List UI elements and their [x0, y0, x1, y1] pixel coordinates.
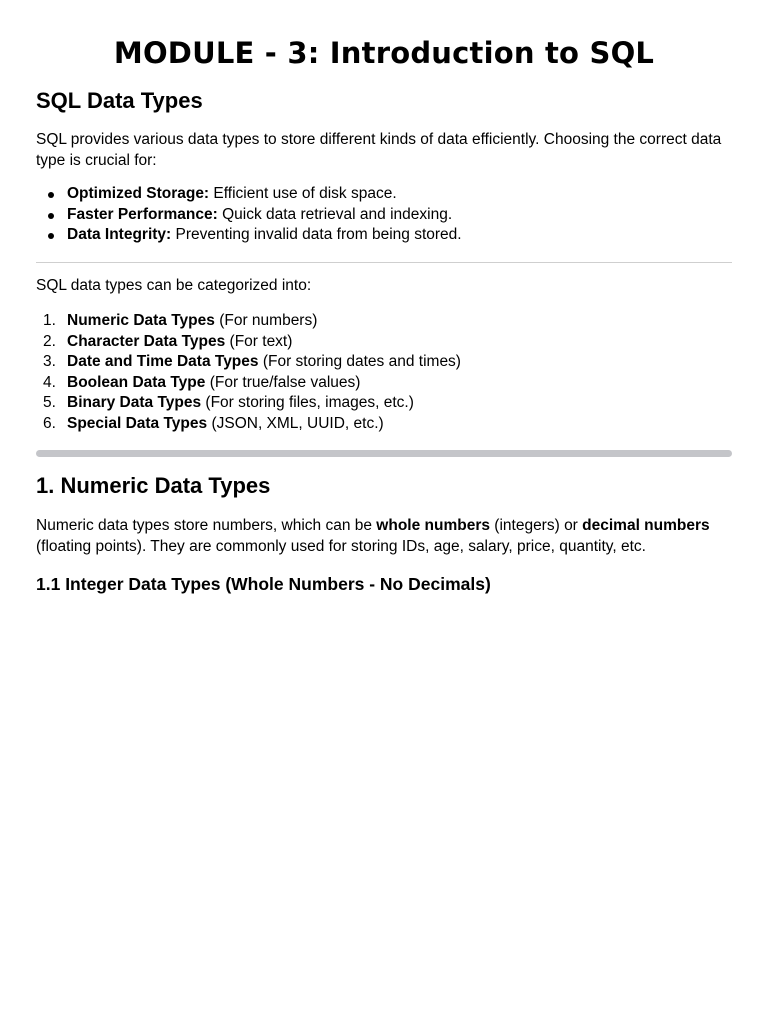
bullet-icon — [48, 213, 54, 219]
benefit-desc: Quick data retrieval and indexing. — [217, 205, 453, 223]
numeric-text-part: (integers) or — [489, 517, 583, 534]
list-item — [36, 205, 732, 226]
numeric-bold-term: decimal numbers — [582, 517, 710, 534]
category-term: Date and Time Data Types — [67, 353, 259, 370]
list-item — [36, 332, 732, 353]
category-term: Boolean Data Type — [67, 373, 206, 391]
category-term: Numeric Data Types — [67, 312, 215, 329]
list-item — [36, 373, 732, 394]
category-desc: (JSON, XML, UUID, etc.) — [207, 414, 384, 432]
benefit-desc: Preventing invalid data from being stored. — [171, 226, 462, 243]
category-desc: (For storing dates and times) — [258, 353, 461, 370]
bullet-icon — [48, 192, 54, 198]
list-item — [36, 184, 732, 205]
numeric-paragraph — [36, 516, 732, 557]
list-number: 5. — [43, 394, 56, 411]
list-number: 2. — [43, 332, 56, 350]
bullet-icon — [48, 233, 54, 239]
list-item — [36, 352, 732, 373]
benefit-desc: Efficient use of disk space. — [209, 185, 397, 202]
section-title: SQL Data Types — [36, 88, 203, 113]
list-item — [36, 311, 732, 332]
categorized-intro: SQL data types can be categorized into: — [36, 276, 312, 294]
numeric-bold-term: whole numbers — [376, 517, 490, 534]
intro-paragraph: SQL provides various data types to store different kinds of data efficiently. Choosing the correct data type is crucial for: — [36, 131, 722, 169]
benefit-term: Faster Performance: — [67, 205, 218, 223]
list-item — [36, 393, 732, 414]
categories-list — [36, 311, 732, 434]
category-desc: (For true/false values) — [205, 373, 361, 391]
module-title: MODULE - 3: Introduction to SQL — [113, 36, 655, 70]
numeric-section-title: 1. Numeric Data Types — [36, 473, 271, 498]
list-number: 6. — [43, 414, 56, 432]
numeric-text-part: (floating points). They are commonly used for storing IDs, age, salary, price, quantity, etc. — [36, 537, 646, 555]
category-term: Character Data Types — [67, 332, 226, 350]
list-item — [36, 414, 732, 435]
category-desc: (For numbers) — [214, 312, 318, 329]
divider — [36, 262, 732, 263]
benefits-list — [36, 184, 732, 246]
subsection-title: 1.1 Integer Data Types (Whole Numbers - No Decimals) — [36, 574, 491, 594]
category-desc: (For text) — [225, 332, 293, 350]
category-term: Binary Data Types — [67, 394, 202, 411]
list-item — [36, 225, 732, 246]
list-number: 3. — [43, 353, 56, 370]
list-number: 4. — [43, 373, 56, 391]
benefit-term: Data Integrity: — [67, 226, 172, 243]
benefit-term: Optimized Storage: — [67, 185, 210, 202]
section-divider — [36, 450, 732, 457]
category-term: Special Data Types — [67, 414, 208, 432]
category-desc: (For storing files, images, etc.) — [201, 394, 414, 411]
numeric-text-part: Numeric data types store numbers, which can be — [36, 517, 377, 534]
list-number: 1. — [43, 312, 56, 329]
